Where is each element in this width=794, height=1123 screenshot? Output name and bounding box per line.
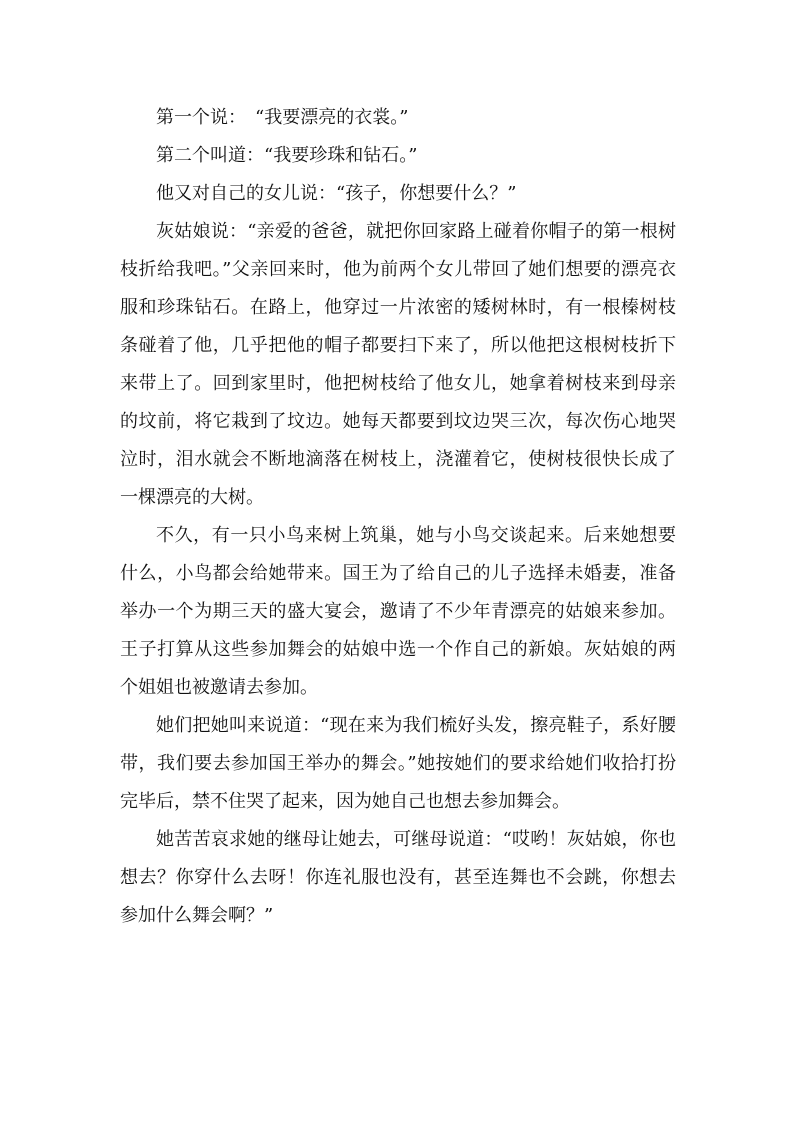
paragraph-first-sister: 第一个说： “我要漂亮的衣裳。” [156, 107, 409, 128]
paragraph-father-asks: 他又对自己的女儿说：“孩子，你想要什么？” [156, 183, 517, 204]
story-text [120, 99, 676, 935]
paragraph-bird-and-ball: 不久，有一只小鸟来树上筑巢，她与小鸟交谈起来。后来她想要什么，小鸟都会给她带来。国王为了给自己的儿子选择未婚妻，准备举办一个为期三天的盛大宴会，邀请了不少年青漂亮的姑娘来参加。王子打算从这些参加舞会的姑娘中选一个作自己的新娘。灰姑娘的两个姐姐也被邀请去参加。 [120, 525, 676, 698]
paragraph-stepmother-refuses: 她苦苦哀求她的继母让她去，可继母说道：“哎哟！灰姑娘，你也想去？你穿什么去呀！你连礼服也没有，甚至连舞也不会跳，你想去参加什么舞会啊？” [120, 829, 676, 926]
paragraph-cinderella-request: 灰姑娘说：“亲爱的爸爸，就把你回家路上碰着你帽子的第一根树枝折给我吧。”父亲回来时，他为前两个女儿带回了她们想要的漂亮衣服和珍珠钻石。在路上，他穿过一片浓密的矮树林时，有一根榛树枝条碰着了他，几乎把他的帽子都要扫下来了，所以他把这根树枝折下来带上了。回到家里时，他把树枝给了他女儿，她拿着树枝来到母亲的坟前，将它栽到了坟边。她每天都要到坟边哭三次，每次伤心地哭泣时，泪水就会不断地滴落在树枝上，浇灌着它，使树枝很快长成了一棵漂亮的大树。 [120, 221, 676, 508]
paragraph-sisters-prepare: 她们把她叫来说道：“现在来为我们梳好头发，擦亮鞋子，系好腰带，我们要去参加国王举办的舞会。”她按她们的要求给她们收拾打扮完毕后，禁不住哭了起来，因为她自己也想去参加舞会。 [120, 715, 676, 812]
paragraph-second-sister: 第二个叫道：“我要珍珠和钻石。” [156, 145, 418, 166]
